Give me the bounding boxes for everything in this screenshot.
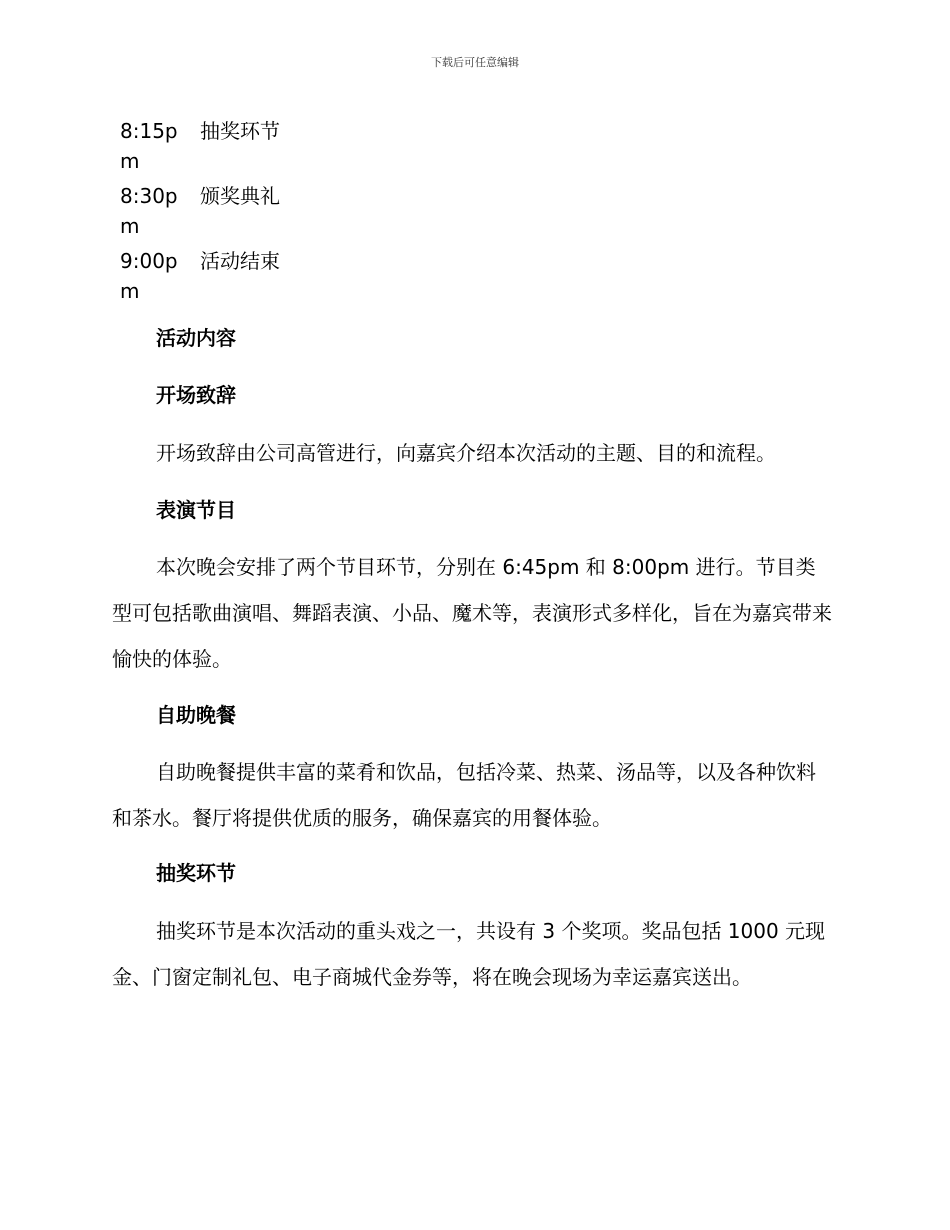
buffet-body: 自助晚餐提供丰富的菜肴和饮品，包括冷菜、热菜、汤品等，以及各种饮料和茶水。餐厅将提供优质的服务，确保嘉宾的用餐体验。 bbox=[112, 760, 816, 830]
buffet-title: 自助晚餐 bbox=[156, 703, 236, 727]
performance-body: 本次晚会安排了两个节目环节，分别在 6:45pm 和 8:00pm 进行。节目类型可包括歌曲演唱、舞蹈表演、小品、魔术等，表演形式多样化，旨在为嘉宾带来愉快的体验。 bbox=[112, 555, 832, 671]
schedule-event: 颁奖典礼 bbox=[200, 184, 280, 208]
schedule-event: 活动结束 bbox=[200, 249, 280, 273]
schedule-time: 9:00pm bbox=[120, 249, 178, 303]
performance-title: 表演节目 bbox=[156, 498, 236, 522]
lottery-title: 抽奖环节 bbox=[156, 861, 236, 885]
section-title: 活动内容 bbox=[156, 326, 236, 350]
page-header: 下载后可任意编辑 bbox=[431, 56, 519, 69]
lottery-body: 抽奖环节是本次活动的重头戏之一，共设有 3 个奖项。奖品包括 1000 元现金、门窗定制礼包、电子商城代金券等，将在晚会现场为幸运嘉宾送出。 bbox=[112, 919, 826, 989]
schedule-event: 抽奖环节 bbox=[200, 119, 280, 143]
schedule-time: 8:15pm bbox=[120, 119, 178, 173]
opening-body: 开场致辞由公司高管进行，向嘉宾介绍本次活动的主题、目的和流程。 bbox=[156, 441, 776, 465]
opening-title: 开场致辞 bbox=[156, 383, 236, 407]
schedule-time: 8:30pm bbox=[120, 184, 178, 238]
